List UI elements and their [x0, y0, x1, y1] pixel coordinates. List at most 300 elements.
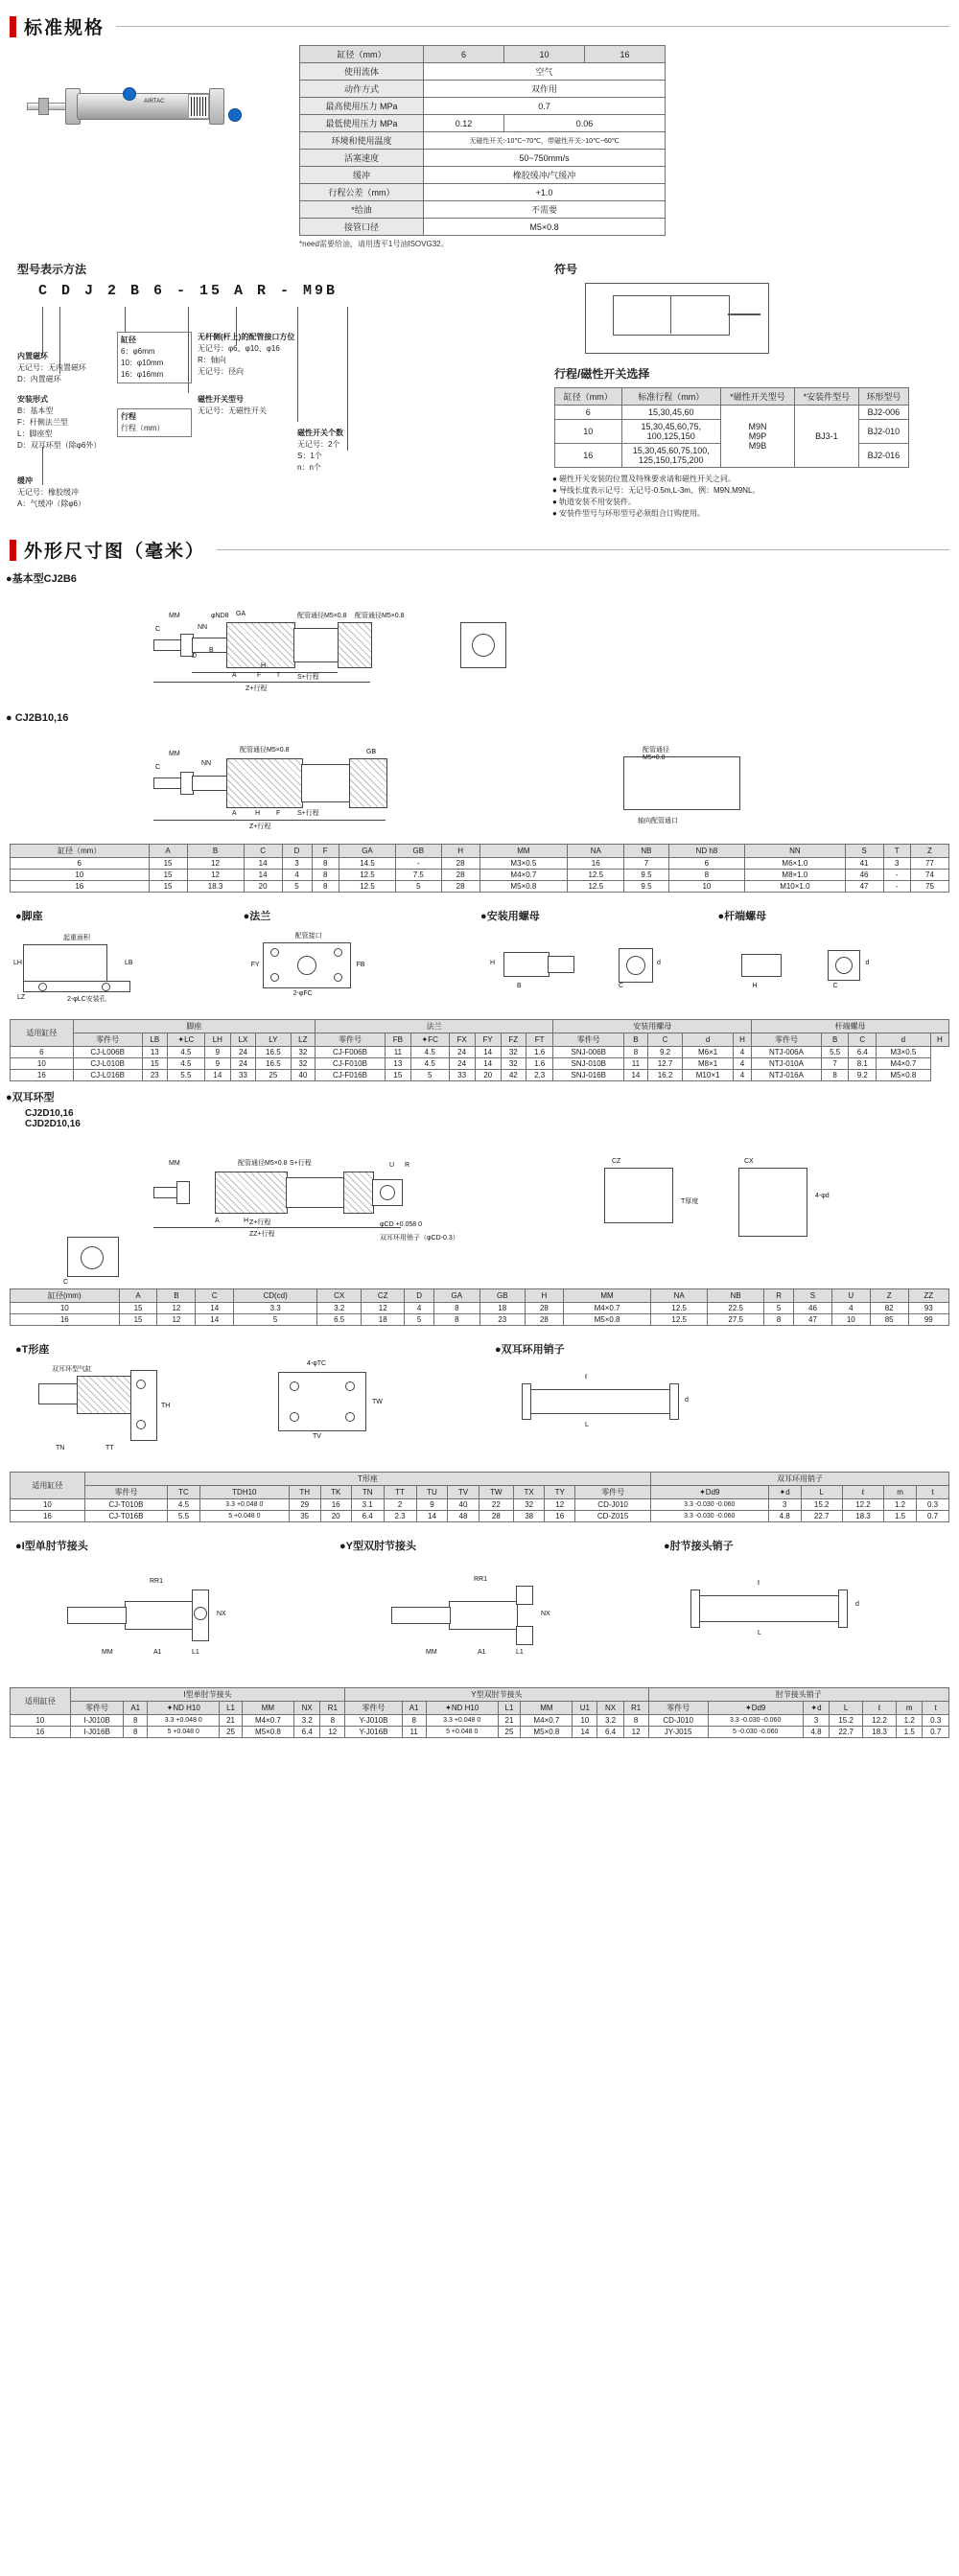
cell: 0.7 [917, 1511, 949, 1522]
port-callout-2: 配管通径M5×0.8 [355, 613, 405, 619]
dim-line-zz [153, 1227, 401, 1228]
col: B [157, 1289, 196, 1303]
subhead-label: ●I型单肘节接头 [15, 1541, 88, 1552]
cell: 85 [870, 1314, 908, 1326]
cell: 16 [11, 1070, 74, 1081]
cell: 5 [764, 1303, 794, 1314]
cell: 8 [624, 1047, 648, 1058]
cell: 28 [441, 858, 480, 870]
cell: 5 +0.048 0 [199, 1511, 289, 1522]
cell: 8 [124, 1715, 148, 1727]
header-rule [217, 549, 949, 550]
cell: M5×0.8 [242, 1727, 293, 1738]
col: C [196, 1289, 234, 1303]
group-switch-count [297, 428, 432, 474]
cell: 4.8 [768, 1511, 801, 1522]
cell: 11 [385, 1047, 410, 1058]
table-header-row [11, 845, 949, 858]
group-title: 磁性开关型号 [198, 395, 244, 404]
group-title: 行程 [121, 412, 136, 421]
hole-callout: 4-φd [815, 1193, 830, 1199]
cell: 3.3 +0.048 0 [199, 1499, 289, 1511]
cell-mount: BJ3-1 [795, 406, 859, 468]
cell: 1.6 [526, 1058, 553, 1070]
dim-label-nx: NX [541, 1611, 550, 1617]
table-row [11, 1058, 949, 1070]
cell: 8 [434, 1303, 480, 1314]
cell: 5 +0.048 0 [426, 1727, 498, 1738]
sub-col: TV [448, 1486, 479, 1499]
flange-callout: 配管接口 [294, 933, 322, 940]
cell: Y-J010B [345, 1715, 402, 1727]
dim-label-mm: MM [102, 1649, 113, 1656]
col-mm: MM [480, 845, 568, 858]
dim-label-h: H [490, 960, 496, 966]
cell: CJ-T016B [84, 1511, 167, 1522]
group-y-joint: Y型双肘节接头 [345, 1688, 648, 1702]
foot-hole-callout: 2-φLC安装孔 [67, 996, 106, 1003]
product-label-sticker [188, 94, 209, 119]
cell: 14 [475, 1047, 501, 1058]
cylinder-cap-right [209, 88, 224, 125]
table-row [11, 1499, 949, 1511]
spec-label: 最高使用压力 MPa [300, 98, 424, 115]
sub-col: ✦d [768, 1486, 801, 1499]
joint-pin-shaft [696, 1595, 842, 1622]
col-na: NA [568, 845, 624, 858]
group-item: B：基本型 [17, 406, 54, 415]
cell: 20 [475, 1070, 501, 1081]
spec-label: 活塞速度 [300, 150, 424, 167]
col-a: A [149, 845, 187, 858]
cell: 3.1 [351, 1499, 384, 1511]
cell: 22.7 [830, 1727, 863, 1738]
sub-col: L [830, 1702, 863, 1715]
dim-label-s: S+行程 [297, 810, 319, 817]
dim-table-main-wrap [0, 844, 959, 893]
cell: 3.3 +0.048 0 [426, 1715, 498, 1727]
cell: 8 [434, 1314, 480, 1326]
cell: 10 [573, 1715, 597, 1727]
dim-label-l: ℓ [758, 1580, 760, 1587]
cell: 24 [449, 1047, 475, 1058]
cell: 8 [821, 1070, 849, 1081]
spec-footnote: *need需要给油，请用透平1号油ISOVG32。 [299, 240, 449, 248]
col: CX [317, 1289, 362, 1303]
cylinder-head [226, 758, 303, 808]
dim-label-c: C [619, 983, 624, 989]
cell: 13 [385, 1058, 410, 1070]
cell: 5.5 [168, 1511, 200, 1522]
dim-label-a: A [232, 672, 237, 679]
cell: 6 [11, 1047, 74, 1058]
t-plate-hole-4 [345, 1412, 355, 1422]
cell: 9.5 [624, 870, 668, 881]
air-port-icon-2 [228, 108, 242, 122]
subhead-basic-cj2b6 [6, 570, 959, 586]
cell: 2 [384, 1499, 416, 1511]
col: GB [480, 1289, 525, 1303]
cell: 18.3 [842, 1511, 883, 1522]
rod-shaft [192, 776, 228, 791]
model-designation-block [10, 249, 547, 523]
sub-col: 零件号 [648, 1702, 708, 1715]
cell: 21 [498, 1715, 521, 1727]
i-joint-thread [67, 1607, 127, 1624]
cell: 1.5 [884, 1511, 917, 1522]
dim-label-tn: TN [56, 1445, 65, 1451]
clevis-cap [343, 1172, 374, 1214]
sub-col: TC [168, 1486, 200, 1499]
spec-value: +1.0 [424, 184, 666, 201]
table-row [11, 1511, 949, 1522]
spec-label: 接管口径 [300, 219, 424, 236]
cell: 5 [234, 1314, 317, 1326]
cell: 6 [11, 858, 150, 870]
subhead-cj2b1016 [6, 712, 959, 724]
port-callout-4: M5×0.8 [643, 754, 666, 761]
flange-hole-1 [270, 948, 279, 957]
radius-callout: RR1 [474, 1576, 488, 1583]
cell: 25 [498, 1727, 521, 1738]
cell: 12 [623, 1727, 648, 1738]
cell: 15 [119, 1303, 157, 1314]
subhead-label: ●双耳环用销子 [495, 1344, 565, 1356]
subhead-label: ● CJ2B10,16 [6, 712, 69, 724]
cylinder-tube [301, 764, 351, 802]
sub-col: 零件号 [70, 1702, 123, 1715]
cell: 12.7 [647, 1058, 683, 1070]
cell: 8 [124, 1727, 148, 1738]
table-row [300, 201, 666, 219]
cell: M3×0.5 [877, 1047, 931, 1058]
col-d: D [282, 845, 312, 858]
cell: CJ-T010B [84, 1499, 167, 1511]
sub-col: TY [545, 1486, 575, 1499]
dim-label-mm: MM [426, 1649, 437, 1656]
spec-label: 行程公差（mm） [300, 184, 424, 201]
model-code-tree [10, 303, 547, 523]
col-stroke: 标准行程（mm） [621, 388, 720, 406]
subhead-double-clevis [6, 1089, 959, 1104]
nut-end-hole [626, 956, 645, 975]
cell: 14 [475, 1058, 501, 1070]
dim-label-z: Z+行程 [249, 1219, 271, 1226]
spec-header-6: 6 [424, 46, 504, 63]
cell: 4 [831, 1303, 870, 1314]
dim-label-c: C [155, 764, 161, 771]
sub-col: R1 [623, 1702, 648, 1715]
cell: M4×0.7 [521, 1715, 573, 1727]
sub-col: LZ [291, 1033, 315, 1047]
group-foot: 脚座 [73, 1020, 315, 1033]
dim-label-zz: ZZ+行程 [249, 1231, 275, 1238]
section-header-outline [0, 537, 959, 563]
stroke-switch-table [554, 387, 909, 468]
sub-col: C [647, 1033, 683, 1047]
col-ring: 环形型号 [858, 388, 908, 406]
dim-label-f: F [276, 810, 281, 817]
group-item: 无记号：橡胶缓冲 [17, 488, 79, 497]
cell: 23 [142, 1070, 167, 1081]
cell-bore: 16 [555, 444, 622, 468]
cell: CJ-L010B [73, 1058, 142, 1070]
cell: 7 [624, 858, 668, 870]
dim-line-z [153, 682, 370, 683]
sub-col: 零件号 [575, 1486, 651, 1499]
flange-hole-3 [270, 973, 279, 982]
cell: 14 [244, 870, 282, 881]
group-cushion [17, 476, 171, 510]
dim-label-tv: TV [313, 1433, 321, 1440]
joint-pin-groove [838, 1590, 848, 1628]
clevis-pin-callout: 双耳环用销子（φCD-0.3） [380, 1235, 459, 1242]
col: S [794, 1289, 832, 1303]
cell: SNJ-010B [553, 1058, 624, 1070]
dim-label-b: B [517, 983, 522, 989]
group-title: 安装形式 [17, 395, 48, 404]
axial-port-label: 轴向配管通口 [638, 818, 678, 824]
cell: 77 [910, 858, 948, 870]
cell: 12.5 [568, 870, 624, 881]
dim-label-fy: FY [250, 962, 260, 968]
cell: 9.2 [647, 1047, 683, 1058]
table-row [300, 219, 666, 236]
cell: 12 [362, 1303, 405, 1314]
col-nd: ND h8 [668, 845, 745, 858]
cell: M10×1.0 [745, 881, 845, 893]
group-port-direction [198, 332, 361, 378]
cell: 10 [831, 1314, 870, 1326]
cell: 4 [282, 870, 312, 881]
cell: 14 [196, 1314, 234, 1326]
table-row [300, 115, 666, 132]
cell: 5.5 [821, 1047, 849, 1058]
cell: 12.2 [842, 1499, 883, 1511]
col: ZZ [908, 1289, 948, 1303]
mount-nut-block [475, 900, 712, 1013]
cell: CJ-F006B [316, 1047, 386, 1058]
cell: 3.3 -0.030 -0.060 [650, 1499, 768, 1511]
sub-col: ✦Dd9 [650, 1486, 768, 1499]
catalog-page [0, 13, 959, 1750]
group-joint-pin: 肘节接头销子 [648, 1688, 948, 1702]
dim-label-tw: TW [372, 1399, 383, 1405]
cell: 46 [794, 1303, 832, 1314]
symbol-title: 符号 [554, 263, 578, 276]
cell: 12 [157, 1303, 196, 1314]
cell: CJ-L006B [73, 1047, 142, 1058]
sub-col: LB [142, 1033, 167, 1047]
dimension-table-main [10, 844, 949, 893]
spec-value: 无磁性开关:-10℃~70℃，带磁性开关:-10℃~60℃ [424, 132, 666, 150]
i-joint-block [10, 1530, 326, 1682]
foot-body [23, 944, 107, 983]
t-plate-hole-3 [290, 1412, 299, 1422]
sub-col: ✦ND H10 [426, 1702, 498, 1715]
spec-table-wrap [299, 45, 666, 249]
sub-col: B [624, 1033, 648, 1047]
cell: 12 [545, 1499, 575, 1511]
sub-col: ✦Dd9 [708, 1702, 803, 1715]
cell: 32 [291, 1047, 315, 1058]
col: H [525, 1289, 563, 1303]
cell: 24 [449, 1058, 475, 1070]
cell: 27.5 [708, 1314, 764, 1326]
dim-label-u: U [389, 1162, 395, 1169]
cell: 22 [479, 1499, 514, 1511]
cell: M4×0.7 [242, 1715, 293, 1727]
cell-ring: BJ2-016 [858, 444, 908, 468]
cell: Y-J016B [345, 1727, 402, 1738]
cell: 16 [568, 858, 624, 870]
cell: 15 [149, 870, 187, 881]
dim-label-d: d [657, 960, 661, 966]
spec-label: *给油 [300, 201, 424, 219]
cell: 2.3 [384, 1511, 416, 1522]
dim-label-nx: NX [217, 1611, 226, 1617]
cell: 4.5 [168, 1499, 200, 1511]
subhead-nut [480, 908, 712, 923]
port-callout: 配管通径M5×0.8 [238, 1160, 288, 1167]
symbol-chamber [613, 295, 730, 336]
cell: M8×1.0 [745, 870, 845, 881]
cell: 4 [733, 1070, 751, 1081]
dim-label-L: L [758, 1630, 761, 1636]
y-joint-thread [391, 1607, 451, 1624]
group-item: 行程（mm） [121, 424, 165, 432]
stroke-switch-title: 行程/磁性开关选择 [554, 367, 650, 381]
table-header-row [11, 1020, 949, 1033]
sub-col: d [683, 1033, 734, 1047]
sub-col: ℓ [842, 1486, 883, 1499]
dim-line-z [153, 820, 386, 821]
group-item: 无记号：无内置磁环 [17, 363, 86, 372]
group-item: 16：φ16mm [121, 370, 164, 379]
cell: 15 [149, 881, 187, 893]
table-header-row [300, 46, 666, 63]
accessory-drawings-row [0, 900, 959, 1013]
dim-label-d: d [685, 1397, 689, 1404]
sub-col: TU [416, 1486, 448, 1499]
spec-value: 双作用 [424, 81, 666, 98]
col-applicable-bore: 适用缸径 [11, 1688, 71, 1715]
cell: 0.3 [923, 1715, 949, 1727]
cell: - [883, 881, 910, 893]
col: NB [708, 1289, 764, 1303]
dim-label-nn: NN [198, 624, 208, 631]
spec-value: M5×0.8 [424, 219, 666, 236]
cell: 12 [187, 870, 244, 881]
subhead-label: ●脚座 [15, 911, 43, 922]
spec-label: 环境和使用温度 [300, 132, 424, 150]
dim-label-mm: MM [169, 613, 180, 619]
joint-dimension-table [10, 1687, 949, 1738]
group-item: A：气缓冲（除φ6） [17, 499, 85, 508]
cell: 10 [11, 870, 150, 881]
cell: 18 [480, 1303, 525, 1314]
y-joint-fork-1 [516, 1586, 533, 1605]
cell: NTJ-006A [752, 1047, 822, 1058]
cell: M4×0.7 [480, 870, 568, 881]
radius-callout: RR1 [150, 1578, 164, 1585]
col-s: S [845, 845, 883, 858]
sub-col: A1 [124, 1702, 148, 1715]
cell-stroke: 15,30,45,60,75, 100,125,150 [621, 420, 720, 444]
cell: 8 [402, 1715, 426, 1727]
sub-col: NX [597, 1702, 623, 1715]
spec-label: 缓冲 [300, 167, 424, 184]
sub-col: FB [385, 1033, 410, 1047]
group-item: L：脚座型 [17, 429, 53, 438]
t-callout: 双耳环型气缸 [52, 1366, 92, 1373]
cell: 14 [624, 1070, 648, 1081]
rodnut-hole [835, 957, 853, 974]
t-type-row [0, 1334, 959, 1466]
cell: 11 [402, 1727, 426, 1738]
note-line: ● 导线长度表示记号：无记号-0.5m,L-3m、例：M9N,M9NL。 [552, 486, 760, 495]
cell: 21 [220, 1715, 243, 1727]
cell: 9 [204, 1047, 230, 1058]
cell: 28 [525, 1303, 563, 1314]
subhead-label: ●安装用螺母 [480, 911, 540, 922]
sub-col: TT [384, 1486, 416, 1499]
group-item: R：轴向 [198, 356, 226, 364]
dim-label-l: ℓ [585, 1374, 588, 1381]
col-b: B [187, 845, 244, 858]
sub-col: TW [479, 1486, 514, 1499]
y-joint-fork-2 [516, 1626, 533, 1645]
cell: 9 [416, 1499, 448, 1511]
flange-hole-4 [334, 973, 342, 982]
cell: 9.2 [849, 1070, 877, 1081]
col: CD(cd) [234, 1289, 317, 1303]
table-row [11, 1715, 949, 1727]
cell: 32 [514, 1499, 545, 1511]
group-title: 磁性开关个数 [297, 429, 343, 437]
dim-label-t: T [276, 672, 281, 679]
col-bore: 缸径（mm） [11, 845, 150, 858]
cell: 10 [11, 1303, 120, 1314]
cell: 14 [204, 1070, 230, 1081]
sub-col: FZ [501, 1033, 526, 1047]
cell: 28 [441, 870, 480, 881]
table-subheader-row [11, 1702, 949, 1715]
col: U [831, 1289, 870, 1303]
cell: 0.3 [917, 1499, 949, 1511]
cell: 3.3 -0.030 -0.060 [708, 1715, 803, 1727]
stroke-switch-notes [552, 474, 921, 520]
cell: 3 [282, 858, 312, 870]
t-groove-callout: 4-φTC [307, 1360, 327, 1367]
cell-bore: 10 [555, 420, 622, 444]
cell: 4 [733, 1058, 751, 1070]
col-switch: *磁性开关型号 [720, 388, 794, 406]
cell: 20 [320, 1511, 351, 1522]
cell: 12 [187, 858, 244, 870]
subhead-joint-pin [664, 1538, 946, 1553]
note-line: ● 安装件型号与环形型号必须组合订购使用。 [552, 509, 706, 518]
table-row [300, 167, 666, 184]
subhead-rod-nut [718, 908, 949, 923]
table-row [11, 1070, 949, 1081]
nut-thread [548, 956, 574, 973]
dim-label-b: B [209, 647, 214, 654]
y-joint-block [334, 1530, 650, 1682]
sub-col: U1 [573, 1702, 597, 1715]
cylinder-tube [293, 628, 339, 662]
sub-col: ✦ND H10 [148, 1702, 220, 1715]
